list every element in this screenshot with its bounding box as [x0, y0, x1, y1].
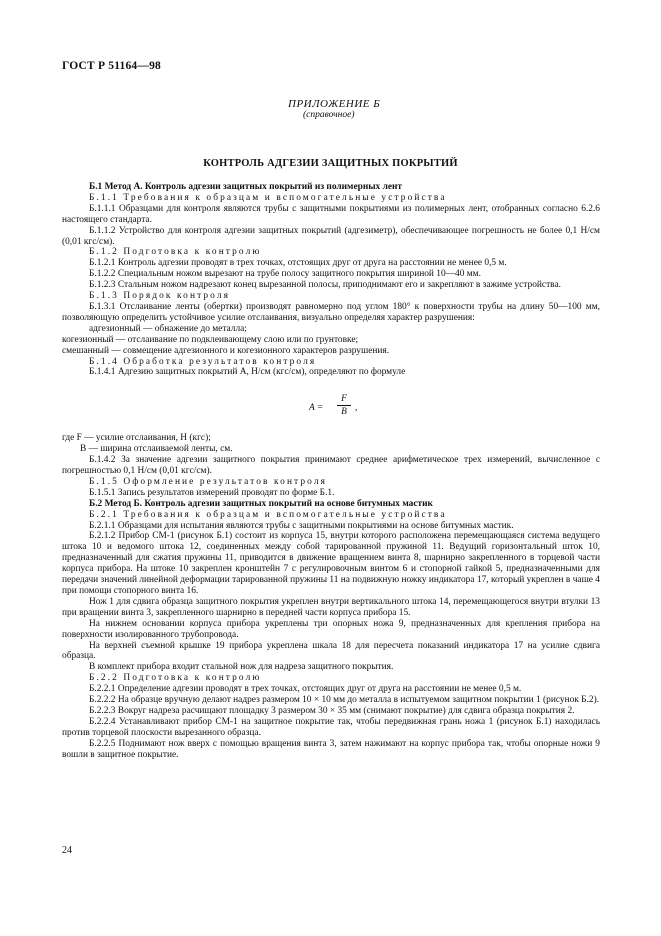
paragraph-b212: Б.2.1.2 Прибор СМ-1 (рисунок Б.1) состоит из корпуса 15, внутри которого расположена перемещающаяся система ведущего штока 10 и ведомого штока 12, соединенных между собой тарированной пружиной 11. Ведущий горизонтальный шток 10, предназначенный для сжатия пружины 11, приводится в движение вращением винта 8, шарнирно закрепленного в торцевой части корпуса прибора. На штоке 10 закреплен кронштейн 7 с регулировочным винтом 6 и стопорной гайкой 5, предназначенными для передачи значений линейной деформации тарированной пружины 11 на подвижную ножку индикатора 17, который укреплен в чаше 4 при помощи стопорного винта 16.: [62, 531, 600, 596]
paragraph-b221: Б.2.2.1 Определение адгезии проводят в трех точках, отстоящих друг от друга на расстоянии не менее 0,5 м.: [89, 684, 522, 695]
formula-comma: ,: [355, 403, 358, 414]
formula-where-b: B — ширина отслаиваемой ленты, см.: [80, 444, 233, 455]
subsection-b22-heading: Б.2.2 Подготовка к контролю: [89, 673, 262, 684]
paragraph-b142: Б.1.4.2 За значение адгезии защитного покрытия принимают среднее арифметическое трех измерений, вычисленное с погрешностью 0,1 Н/см (0,01 кгс/см).: [62, 455, 600, 477]
paragraph-b121: Б.1.2.1 Контроль адгезии проводят в трех точках, отстоящих друг от друга на расстоянии не менее 0,5 м.: [89, 258, 507, 269]
subsection-b14-heading: Б.1.4 Обработка результатов контроля: [89, 356, 317, 367]
paragraph-b151: Б.1.5.1 Запись результатов измерений проводят по форме Б.1.: [89, 487, 335, 498]
paragraph-b223: Б.2.2.3 Вокруг надреза расчищают площадку 3 размером 30 × 35 мм (снимают покрытие) для сдвига образца покрытия 2.: [89, 705, 575, 716]
paragraph-b141: Б.1.4.1 Адгезию защитных покрытий А, Н/см (кгс/см), определяют по формуле: [89, 367, 406, 378]
main-title: КОНТРОЛЬ АДГЕЗИИ ЗАЩИТНЫХ ПОКРЫТИЙ: [203, 158, 458, 169]
paragraph-b222: Б.2.2.2 На образце вручную делают надрез размером 10 × 10 мм до металла в испытуемом защитном покрытии 1 (рисунок Б.2).: [89, 695, 600, 706]
paragraph-b224: Б.2.2.4 Устанавливают прибор СМ-1 на защитное покрытие так, чтобы передвижная грань ножа 1 (рисунок Б.1) находилась против торцевой плоскости вырезанного образца.: [62, 716, 600, 738]
formula-where-f: где F — усилие отслаивания, Н (кгс);: [62, 433, 211, 444]
subsection-b21-heading: Б.2.1 Требования к образцам и вспомогательные устройства: [89, 509, 447, 520]
failure-type-adhesive: адгезионный — обнажение до металла;: [89, 323, 247, 334]
paragraph-b123: Б.1.2.3 Стальным ножом надрезают конец вырезанной полосы, приподнимают его и закрепляют в зажиме устройства.: [89, 280, 561, 291]
subsection-b15-heading: Б.1.5 Оформление результатов контроля: [89, 476, 328, 487]
formula-adhesion: [62, 390, 600, 430]
paragraph-b225: Б.2.2.5 Поднимают нож вверх с помощью вращения винта 3, затем нажимают на корпус прибора так, чтобы опорные ножи 9 вошли в защитное покрытие.: [62, 738, 600, 760]
formula-denominator: B: [341, 407, 347, 418]
paragraph-base: На нижнем основании корпуса прибора укреплены три опорных ножа 9, предназначенных для крепления прибора на поверхности изолированного трубопровода.: [62, 618, 600, 640]
standard-header: ГОСТ Р 51164—98: [62, 60, 161, 72]
paragraph-b122: Б.1.2.2 Специальным ножом вырезают на трубе полосу защитного покрытия шириной 10—40 мм.: [89, 269, 481, 280]
failure-type-cohesive: когезионный — отслаивание по подклеивающему слою или по грунтовке;: [62, 334, 359, 345]
paragraph-b112: Б.1.1.2 Устройство для контроля адгезии защитных покрытий (адгезиметр), обеспечивающее погрешность не более 0,1 Н/см (0,01 кгс/см).: [62, 225, 600, 247]
document-body: [62, 182, 600, 761]
formula-numerator: F: [337, 394, 351, 406]
paragraph-kit: В комплект прибора входит стальной нож для надреза защитного покрытия.: [89, 662, 394, 673]
paragraph-b131: Б.1.3.1 Отслаивание ленты (обертки) производят равномерно под углом 180° к поверхности трубы на длину 50—100 мм, позволяющую определить устойчивое усилие отслаивания, визуально определяя характер разрушения:: [62, 301, 600, 323]
annex-title: ПРИЛОЖЕНИЕ Б: [288, 98, 381, 110]
subsection-b12-heading: Б.1.2 Подготовка к контролю: [89, 247, 262, 258]
paragraph-b111: Б.1.1.1 Образцами для контроля являются трубы с защитными покрытиями из полимерных лент, отобранных согласно 6.2.6 настоящего стандарта.: [62, 203, 600, 225]
paragraph-cover: На верхней съемной крышке 19 прибора укреплена шкала 18 для пересчета показаний индикатора 17 на усилие сдвига образца.: [62, 640, 600, 662]
subsection-b11-heading: Б.1.1 Требования к образцам и вспомогательные устройства: [89, 192, 447, 203]
failure-type-mixed: смешанный — совмещение адгезионного и когезионного характеров разрушения.: [62, 345, 390, 356]
annex-note: (справочное): [303, 110, 355, 120]
section-b2-heading: Б.2 Метод Б. Контроль адгезии защитных покрытий на основе битумных мастик: [89, 498, 433, 509]
paragraph-knife: Нож 1 для сдвига образца защитного покрытия укреплен внутри вертикального штока 14, перемещающегося внутри втулки 13 при вращении винта 3, закрепленного шарнирно в передней части корпуса прибора 15.: [62, 596, 600, 618]
paragraph-b211: Б.2.1.1 Образцами для испытания являются трубы с защитными покрытиями на основе битумных мастик.: [89, 520, 514, 531]
page-number: 24: [62, 845, 72, 856]
formula-lhs: A =: [309, 403, 324, 414]
formula-fraction: [337, 394, 351, 418]
section-b1-heading: Б.1 Метод А. Контроль адгезии защитных покрытий из полимерных лент: [89, 182, 403, 192]
subsection-b13-heading: Б.1.3 Порядок контроля: [89, 291, 231, 302]
